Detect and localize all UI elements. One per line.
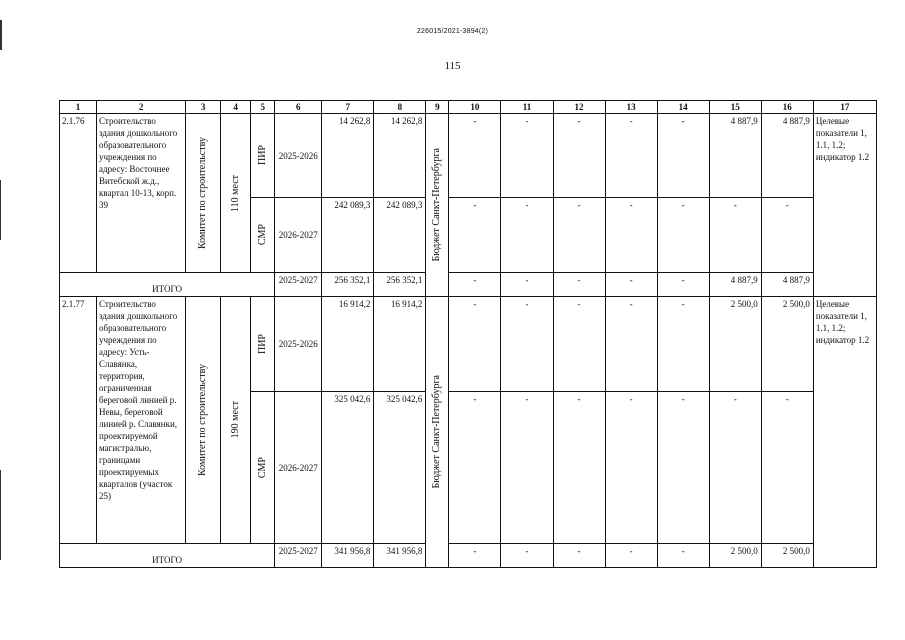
value-col8: 16 914,2 [374,297,426,392]
scan-edge-mark [0,20,2,50]
value-col7: 242 089,3 [322,198,374,273]
capacity-label: 110 мест [229,174,241,212]
header-cell: 11 [501,101,553,114]
value-col10: - [449,392,501,544]
table-row [60,114,877,198]
value-col13: - [605,544,657,568]
stage-type: СМР [256,224,268,246]
value-col7: 16 914,2 [322,297,374,392]
value-col13: - [605,297,657,392]
period: 2025-2027 [275,273,322,297]
header-cell: 7 [322,101,374,114]
value-col11: - [501,273,553,297]
indicators: Целевые показатели 1, 1.1, 1.2; индикатор 1.2 [813,114,876,297]
scan-edge-mark [0,470,1,560]
value-col15: - [709,392,761,544]
total-row [60,273,877,297]
table-row [60,297,877,392]
header-cell: 5 [251,101,275,114]
value-col7: 341 956,8 [322,544,374,568]
header-cell: 9 [426,101,449,114]
scan-edge-mark [0,180,1,240]
stage-type-cell [251,198,275,273]
value-col13: - [605,392,657,544]
value-col10: - [449,297,501,392]
period: 2025-2026 [275,114,322,198]
header-cell: 13 [605,101,657,114]
object-name: Строительство здания дошкольного образовательного учреждения по адресу: Усть-Славянка, территория, ограниченная береговой линией р. Невы, береговой линией р. Славянки, проектируемой магистралью, границами проектируемых кварталов (участок 25) [97,297,186,544]
value-col8: 14 262,8 [374,114,426,198]
header-cell: 8 [374,101,426,114]
customer-cell [186,297,221,544]
funding-source: Бюджет Санкт-Петербурга [431,148,443,262]
value-col15: 2 500,0 [709,297,761,392]
value-col14: - [657,297,709,392]
value-col12: - [553,273,605,297]
program-table [59,100,877,568]
value-col14: - [657,544,709,568]
value-col11: - [501,198,553,273]
value-col13: - [605,114,657,198]
total-label: ИТОГО [60,544,275,568]
value-col12: - [553,114,605,198]
value-col16: - [761,198,813,273]
value-col13: - [605,198,657,273]
period: 2025-2027 [275,544,322,568]
header-cell: 4 [221,101,251,114]
capacity-cell [221,114,251,273]
source-cell [426,297,449,568]
header-cell: 3 [186,101,221,114]
value-col7: 325 042,6 [322,392,374,544]
value-col14: - [657,273,709,297]
value-col15: 4 887,9 [709,273,761,297]
header-cell: 12 [553,101,605,114]
value-col15: - [709,198,761,273]
value-col8: 325 042,6 [374,392,426,544]
stage-type-cell [251,392,275,544]
page-number: 115 [444,60,461,72]
header-cell: 15 [709,101,761,114]
header-cell: 14 [657,101,709,114]
indicators: Целевые показатели 1, 1.1, 1.2; индикатор 1.2 [813,297,876,568]
header-cell: 10 [449,101,501,114]
customer-label: Комитет по строительству [197,136,209,250]
stage-type: ПИР [256,333,268,354]
value-col12: - [553,544,605,568]
value-col11: - [501,114,553,198]
value-col7: 256 352,1 [322,273,374,297]
capacity-cell [221,297,251,544]
value-col8: 256 352,1 [374,273,426,297]
header-cell: 1 [60,101,97,114]
capacity-label: 190 мест [229,401,241,439]
source-cell [426,114,449,297]
value-col16: - [761,392,813,544]
value-col8: 242 089,3 [374,198,426,273]
value-col14: - [657,114,709,198]
value-col10: - [449,198,501,273]
value-col15: 4 887,9 [709,114,761,198]
period: 2025-2026 [275,297,322,392]
value-col8: 341 956,8 [374,544,426,568]
document-code: 226015/2021-3894(2) [416,28,489,35]
value-col12: - [553,297,605,392]
value-col12: - [553,392,605,544]
value-col10: - [449,273,501,297]
value-col10: - [449,114,501,198]
header-cell: 17 [813,101,876,114]
stage-type: ПИР [256,145,268,166]
object-code: 2.1.77 [60,297,97,544]
stage-type-cell [251,297,275,392]
value-col11: - [501,392,553,544]
value-col16: 2 500,0 [761,544,813,568]
object-name: Строительство здания дошкольного образовательного учреждения по адресу: Восточнее Витебской ж.д., квартал 10-13, корп. 39 [97,114,186,273]
value-col13: - [605,273,657,297]
stage-type: СМР [256,456,268,479]
value-col7: 14 262,8 [322,114,374,198]
value-col16: 4 887,9 [761,114,813,198]
value-col10: - [449,544,501,568]
period: 2026-2027 [275,198,322,273]
customer-cell [186,114,221,273]
value-col14: - [657,392,709,544]
value-col14: - [657,198,709,273]
value-col16: 2 500,0 [761,297,813,392]
period: 2026-2027 [275,392,322,544]
value-col11: - [501,297,553,392]
value-col15: 2 500,0 [709,544,761,568]
header-cell: 2 [97,101,186,114]
header-row [60,101,877,114]
object-code: 2.1.76 [60,114,97,273]
value-col16: 4 887,9 [761,273,813,297]
funding-source: Бюджет Санкт-Петербурга [431,375,443,489]
customer-label: Комитет по строительству [197,363,209,477]
stage-type-cell [251,114,275,198]
total-row [60,544,877,568]
header-cell: 6 [275,101,322,114]
value-col12: - [553,198,605,273]
value-col11: - [501,544,553,568]
total-label: ИТОГО [60,273,275,297]
header-cell: 16 [761,101,813,114]
